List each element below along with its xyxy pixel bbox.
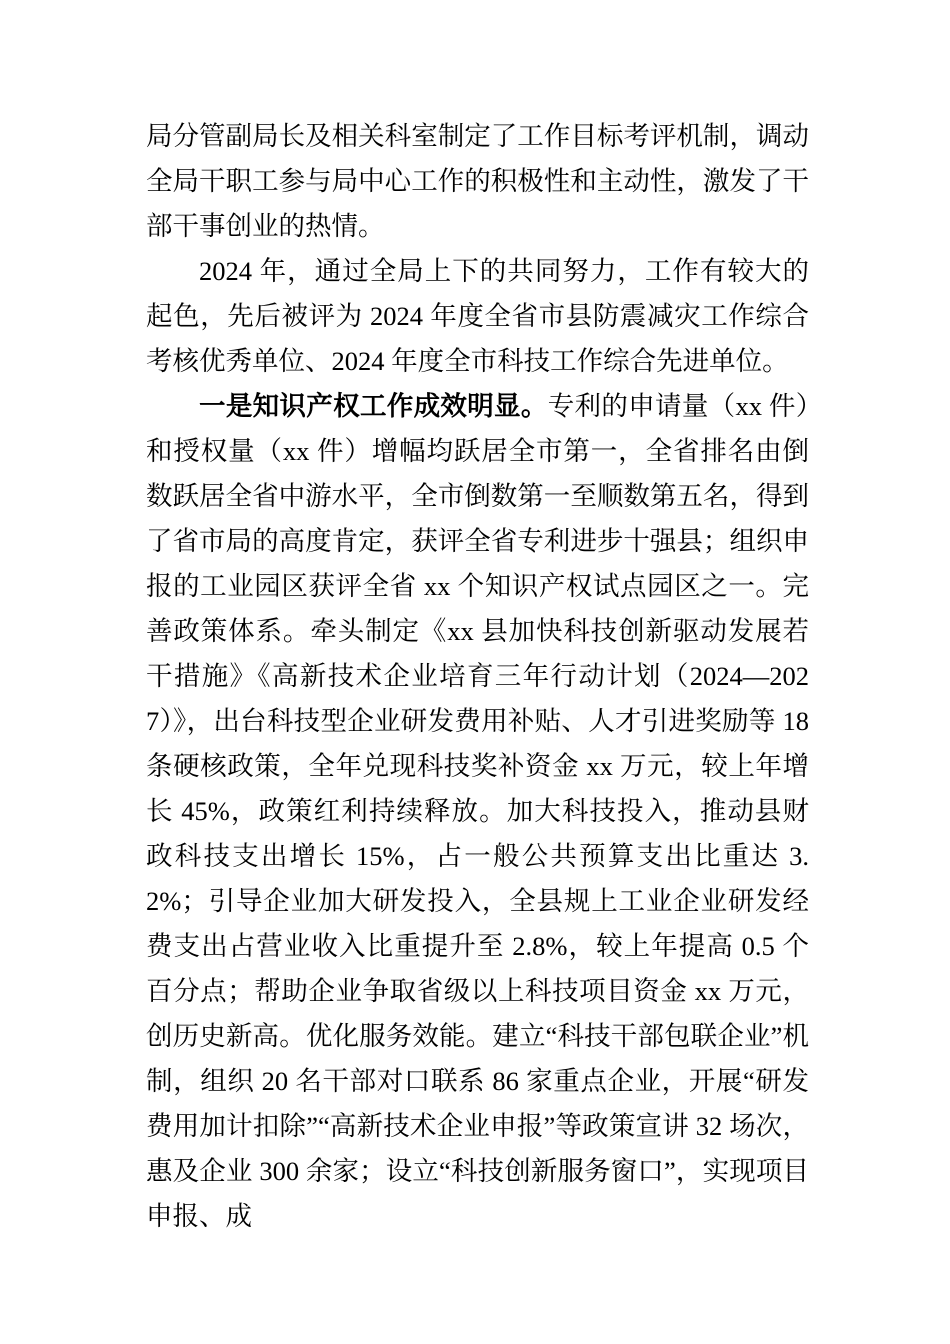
text-run: 专利的申请量（xx 件）和授权量（xx 件）增幅均跃居全市第一，全省排名由倒数跃居全省中游水平，全市倒数第一至顺数第五名，得到了省市局的高度肯定，获评全省专利进步十强县；组织申报的工业园区获评全省 xx 个知识产权试点园区之一。完善政策体系。牵头制定《xx 县加快科技创新驱动发展若干措施》《高新技术企业培育三年行动计划（2024—2027）》，出台科技型企业研发费用补贴、人才引进奖励等 18 条硬核政策，全年兑现科技奖补资金 xx 万元，较上年增长 45%，政策红利持续释放。加大科技投入，推动县财政科技支出增长 15%，占一般公共预算支出比重达 3.2%；引导企业加大研发投入，全县规上工业企业研发经费支出占营业收入比重提升至 2.8%，较上年提高 0.5 个百分点；帮助企业争取省级以上科技项目资金 xx 万元，创历史新高。优化服务效能。建立“科技干部包联企业”机制，组织 20 名干部对口联系 86 家重点企业，开展“研发费用加计扣除”“高新技术企业申报”等政策宣讲 32 场次，惠及企业 300 余家；设立“科技创新服务窗口”，实现项目申报、成 bbox=[146, 391, 810, 1231]
document-body bbox=[146, 114, 809, 1239]
text-run: 局分管副局长及相关科室制定了工作目标考评机制，调动全局干职工参与局中心工作的积极性和主动性，激发了干部干事创业的热情。 bbox=[146, 121, 809, 241]
paragraph bbox=[146, 384, 809, 1239]
paragraph bbox=[146, 114, 809, 249]
text-run: 2024 年，通过全局上下的共同努力，工作有较大的起色，先后被评为 2024 年度全省市县防震减灾工作综合考核优秀单位、2024 年度全市科技工作综合先进单位。 bbox=[146, 256, 809, 376]
emphasis-run: 一是知识产权工作成效明显。 bbox=[199, 391, 548, 421]
paragraph bbox=[146, 249, 809, 384]
